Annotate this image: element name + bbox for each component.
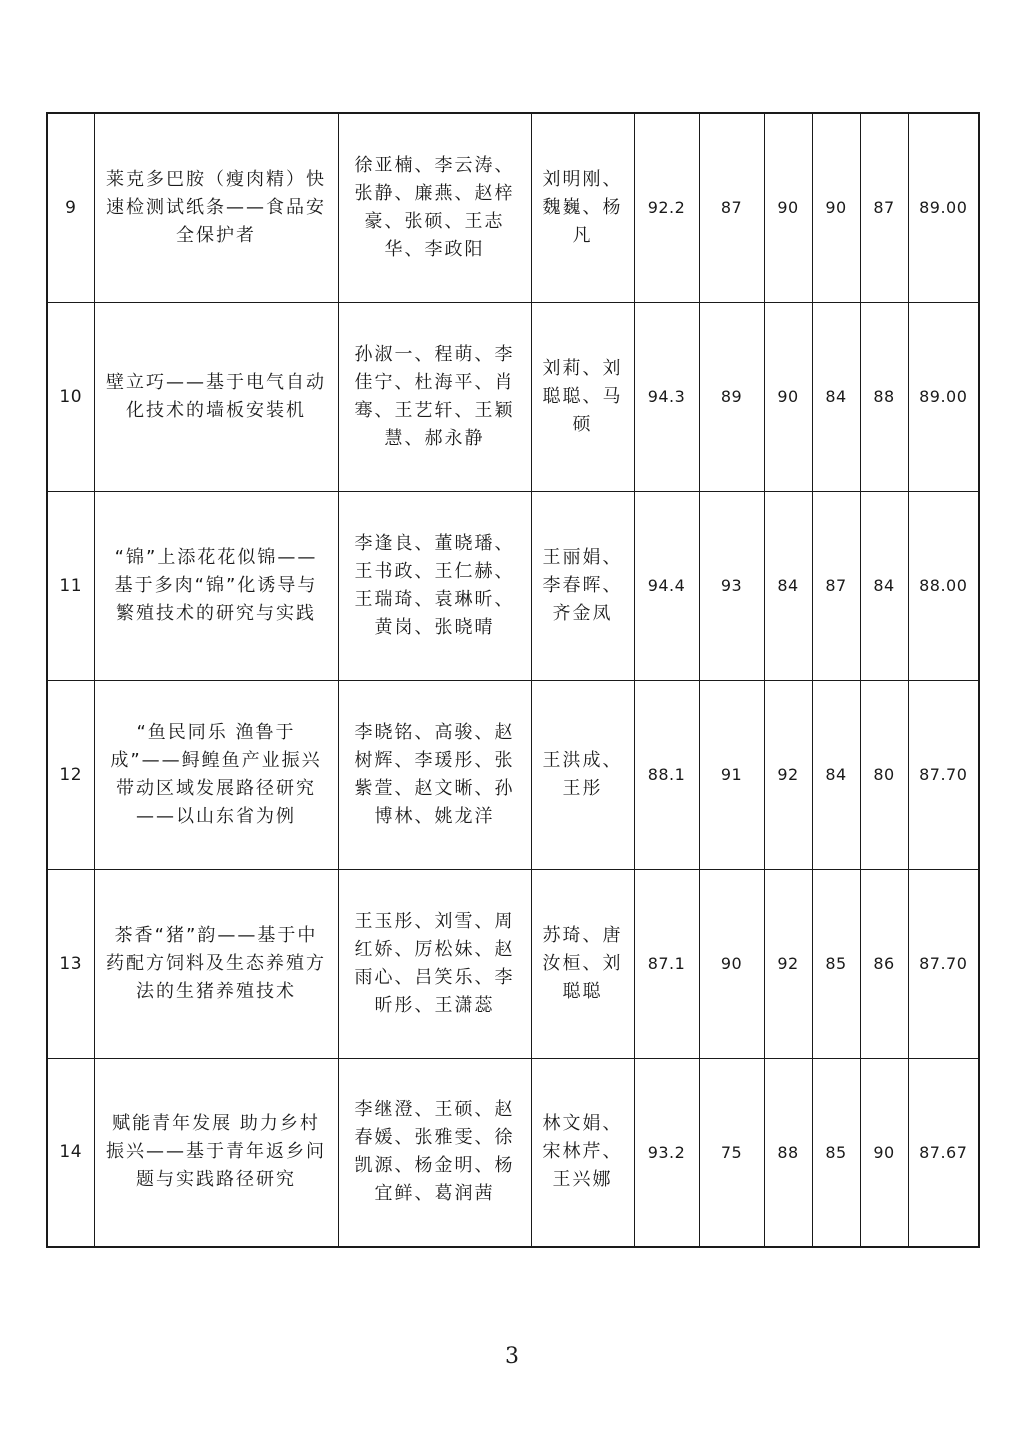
total-score: 87.67 [908,1058,979,1247]
score-2: 87 [699,113,764,302]
team-members [338,113,531,302]
score-5: 90 [860,1058,908,1247]
total-score: 87.70 [908,680,979,869]
results-table [46,112,980,1248]
team-members [338,302,531,491]
row-index: 11 [47,491,94,680]
project-title-text: 赋能青年发展 助力乡村振兴——基于青年返乡问题与实践路径研究 [106,1113,326,1191]
team-members-text: 徐亚楠、李云涛、张静、廉燕、赵梓豪、张硕、王志华、李政阳 [354,154,515,260]
team-members [338,680,531,869]
advisors-text: 刘莉、刘聪聪、马硕 [542,357,623,435]
project-title [94,113,338,302]
total-score: 88.00 [908,491,979,680]
team-members-text: 李晓铭、高骏、赵树辉、李瑗彤、张紫萱、赵文晰、孙博林、姚龙洋 [354,721,515,827]
score-4: 84 [812,302,860,491]
row-index: 13 [47,869,94,1058]
advisors [531,113,634,302]
score-2: 90 [699,869,764,1058]
table-row [47,1058,979,1247]
score-5: 87 [860,113,908,302]
score-5: 88 [860,302,908,491]
score-2: 93 [699,491,764,680]
total-score: 87.70 [908,869,979,1058]
advisors [531,680,634,869]
table-body [47,113,979,1247]
row-index: 12 [47,680,94,869]
table-row [47,491,979,680]
row-index: 10 [47,302,94,491]
team-members-text: 李逢良、董晓璠、王书政、王仁赫、王瑞琦、袁琳昕、黄岗、张晓晴 [354,532,515,638]
table-row [47,680,979,869]
score-2: 89 [699,302,764,491]
score-1: 92.2 [634,113,699,302]
score-3: 90 [764,113,812,302]
score-3: 88 [764,1058,812,1247]
advisors-text: 王丽娟、李春晖、齐金凤 [542,546,623,624]
page-number: 3 [505,1344,519,1369]
score-1: 87.1 [634,869,699,1058]
team-members-text: 孙淑一、程萌、李佳宁、杜海平、肖骞、王艺轩、王颖慧、郝永静 [354,343,515,449]
advisors-text: 林文娟、宋林芹、王兴娜 [542,1113,623,1191]
row-index: 14 [47,1058,94,1247]
team-members-text: 李继澄、王硕、赵春媛、张雅雯、徐凯源、杨金明、杨宜鲜、葛润茜 [354,1099,515,1205]
score-3: 92 [764,680,812,869]
advisors-text: 王洪成、王彤 [542,749,623,799]
project-title [94,491,338,680]
project-title-text: 壁立巧——基于电气自动化技术的墙板安装机 [106,371,326,421]
project-title-text: 茶香“猪”韵——基于中药配方饲料及生态养殖方法的生猪养殖技术 [106,924,326,1002]
score-4: 90 [812,113,860,302]
score-1: 88.1 [634,680,699,869]
project-title-text: 莱克多巴胺（瘦肉精）快速检测试纸条——食品安全保护者 [106,168,326,246]
score-5: 80 [860,680,908,869]
score-2: 91 [699,680,764,869]
total-score: 89.00 [908,113,979,302]
team-members [338,869,531,1058]
team-members [338,1058,531,1247]
advisors [531,1058,634,1247]
score-3: 90 [764,302,812,491]
advisors-text: 刘明刚、魏巍、杨凡 [542,168,623,246]
score-4: 84 [812,680,860,869]
table-row [47,302,979,491]
score-2: 75 [699,1058,764,1247]
advisors-text: 苏琦、唐汝桓、刘聪聪 [542,924,623,1002]
team-members-text: 王玉彤、刘雪、周红娇、厉松妹、赵雨心、吕笑乐、李昕彤、王潇蕊 [354,910,515,1016]
project-title-text: “锦”上添花花似锦——基于多肉“锦”化诱导与繁殖技术的研究与实践 [114,546,318,624]
project-title [94,302,338,491]
score-3: 92 [764,869,812,1058]
advisors [531,491,634,680]
table-row [47,113,979,302]
row-index: 9 [47,113,94,302]
project-title [94,1058,338,1247]
table-row [47,869,979,1058]
project-title [94,869,338,1058]
score-5: 86 [860,869,908,1058]
score-1: 93.2 [634,1058,699,1247]
total-score: 89.00 [908,302,979,491]
score-1: 94.4 [634,491,699,680]
advisors [531,869,634,1058]
score-5: 84 [860,491,908,680]
project-title [94,680,338,869]
advisors [531,302,634,491]
score-4: 87 [812,491,860,680]
score-1: 94.3 [634,302,699,491]
team-members [338,491,531,680]
score-3: 84 [764,491,812,680]
score-4: 85 [812,1058,860,1247]
project-title-text: “鱼民同乐 渔鲁于成”——鲟鳇鱼产业振兴带动区域发展路径研究——以山东省为例 [110,721,322,827]
score-4: 85 [812,869,860,1058]
